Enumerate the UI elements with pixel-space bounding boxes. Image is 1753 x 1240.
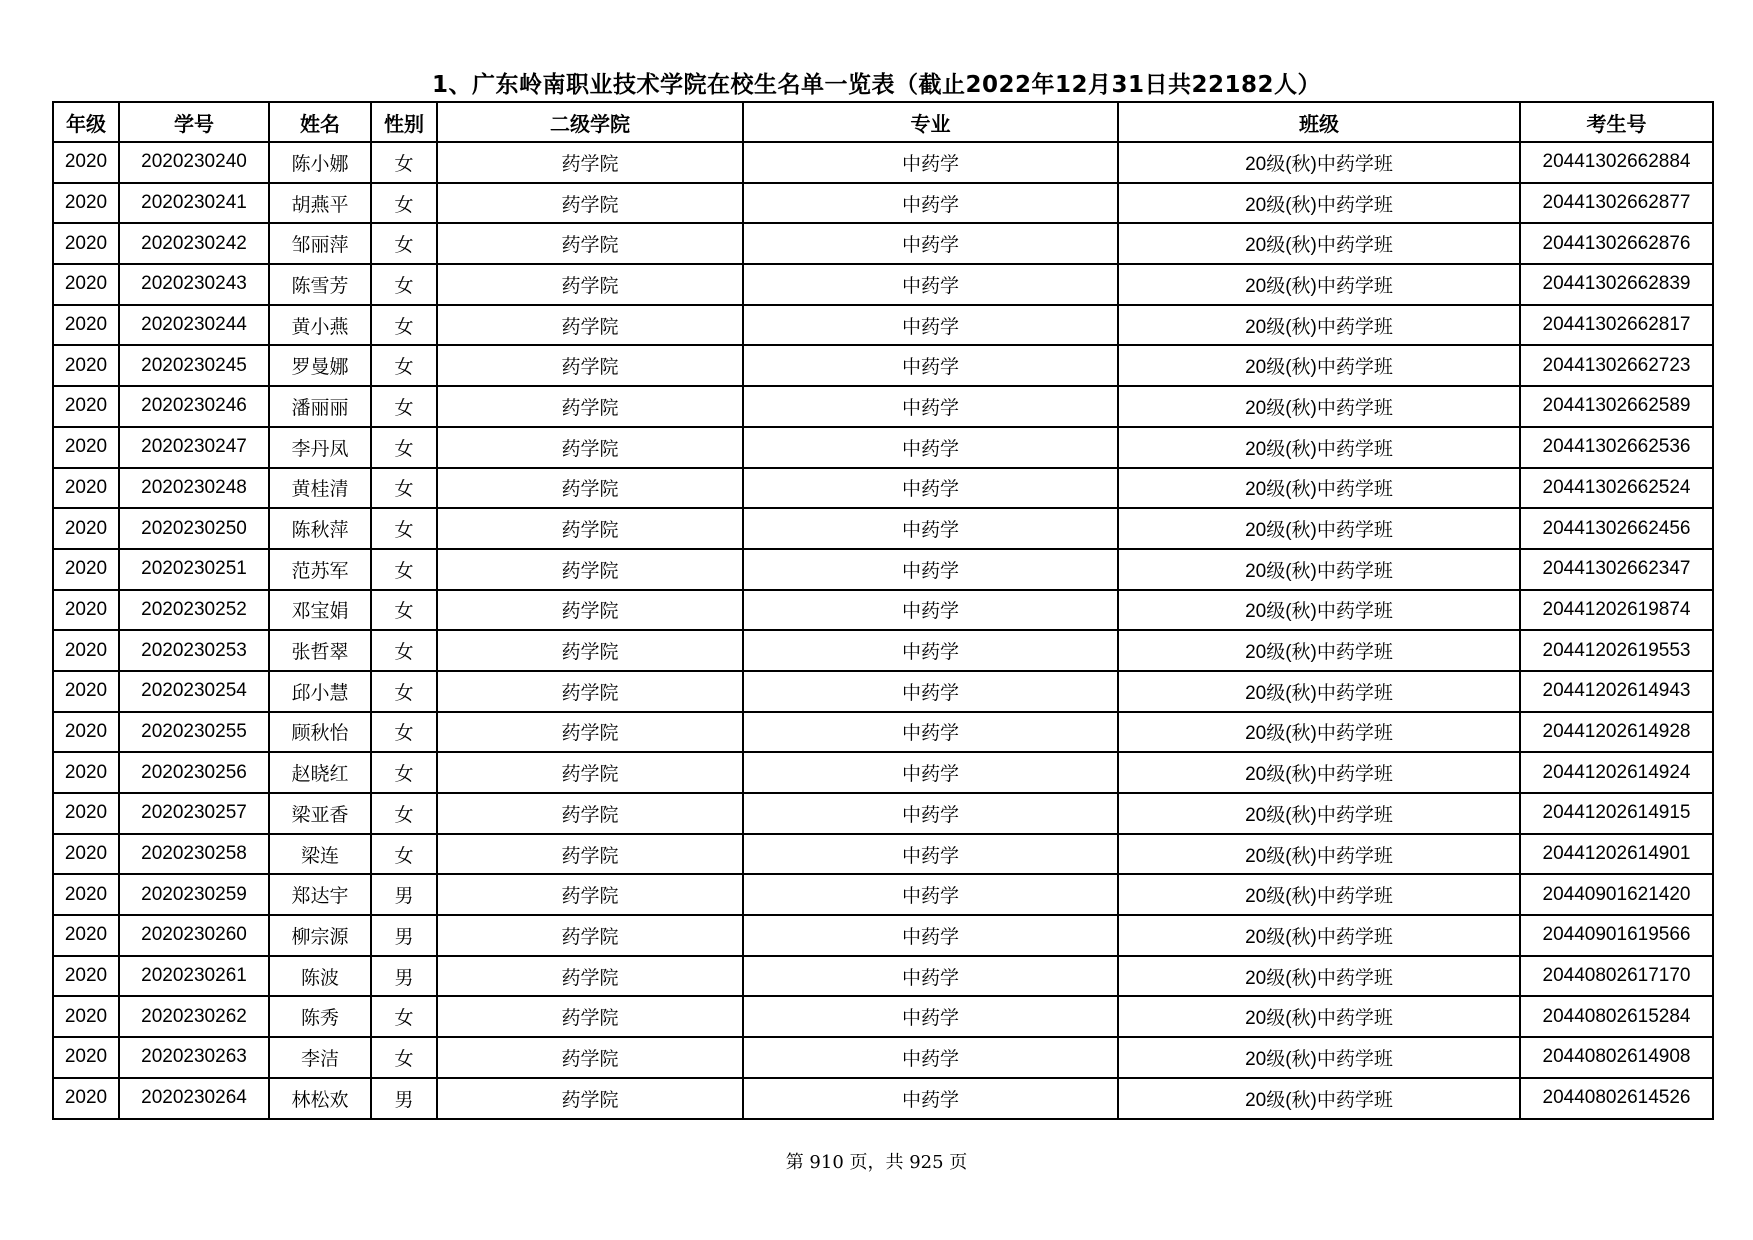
grade-cell: 2020	[53, 1037, 119, 1078]
grade-cell: 2020	[53, 264, 119, 305]
exam-number-cell: 20441302662723	[1520, 345, 1713, 386]
name-cell: 陈秋萍	[269, 508, 371, 549]
exam-number-cell: 20441302662536	[1520, 427, 1713, 468]
college-cell: 药学院	[437, 752, 743, 793]
grade-cell: 2020	[53, 712, 119, 753]
table-row	[53, 1078, 1713, 1119]
exam-number-cell: 20441302662524	[1520, 468, 1713, 509]
college-cell: 药学院	[437, 956, 743, 997]
name-cell: 梁连	[269, 834, 371, 875]
exam-number-cell: 20440901619566	[1520, 915, 1713, 956]
major-cell: 中药学	[743, 468, 1118, 509]
college-cell: 药学院	[437, 996, 743, 1037]
table-row	[53, 183, 1713, 224]
college-cell: 药学院	[437, 834, 743, 875]
major-cell: 中药学	[743, 223, 1118, 264]
grade-cell: 2020	[53, 996, 119, 1037]
grade-cell: 2020	[53, 142, 119, 183]
exam-number-cell: 20441202614915	[1520, 793, 1713, 834]
name-cell: 郑达宇	[269, 874, 371, 915]
college-cell: 药学院	[437, 549, 743, 590]
table-row	[53, 834, 1713, 875]
name-cell: 邓宝娟	[269, 590, 371, 631]
gender-cell: 女	[371, 793, 437, 834]
name-cell: 赵晓红	[269, 752, 371, 793]
table-row	[53, 264, 1713, 305]
major-cell: 中药学	[743, 671, 1118, 712]
grade-cell: 2020	[53, 874, 119, 915]
college-cell: 药学院	[437, 305, 743, 346]
class-cell: 20级(秋)中药学班	[1118, 712, 1520, 753]
gender-cell: 女	[371, 264, 437, 305]
class-cell: 20级(秋)中药学班	[1118, 915, 1520, 956]
column-header-name: 姓名	[269, 102, 371, 142]
college-cell: 药学院	[437, 345, 743, 386]
table-row	[53, 874, 1713, 915]
gender-cell: 女	[371, 223, 437, 264]
class-cell: 20级(秋)中药学班	[1118, 345, 1520, 386]
table-row	[53, 223, 1713, 264]
exam-number-cell: 20441302662839	[1520, 264, 1713, 305]
exam-number-cell: 20441202614901	[1520, 834, 1713, 875]
grade-cell: 2020	[53, 590, 119, 631]
table-row	[53, 468, 1713, 509]
college-cell: 药学院	[437, 630, 743, 671]
major-cell: 中药学	[743, 590, 1118, 631]
gender-cell: 女	[371, 712, 437, 753]
gender-cell: 女	[371, 1037, 437, 1078]
major-cell: 中药学	[743, 427, 1118, 468]
table-row	[53, 956, 1713, 997]
column-header-gender: 性别	[371, 102, 437, 142]
college-cell: 药学院	[437, 264, 743, 305]
gender-cell: 女	[371, 427, 437, 468]
major-cell: 中药学	[743, 345, 1118, 386]
exam-number-cell: 20440802615284	[1520, 996, 1713, 1037]
gender-cell: 女	[371, 590, 437, 631]
class-cell: 20级(秋)中药学班	[1118, 630, 1520, 671]
major-cell: 中药学	[743, 712, 1118, 753]
table-body	[53, 142, 1713, 1119]
exam-number-cell: 20441202614924	[1520, 752, 1713, 793]
gender-cell: 男	[371, 874, 437, 915]
exam-number-cell: 20441202619553	[1520, 630, 1713, 671]
college-cell: 药学院	[437, 427, 743, 468]
college-cell: 药学院	[437, 508, 743, 549]
table-row	[53, 345, 1713, 386]
college-cell: 药学院	[437, 468, 743, 509]
major-cell: 中药学	[743, 183, 1118, 224]
class-cell: 20级(秋)中药学班	[1118, 956, 1520, 997]
major-cell: 中药学	[743, 1078, 1118, 1119]
class-cell: 20级(秋)中药学班	[1118, 183, 1520, 224]
gender-cell: 女	[371, 630, 437, 671]
grade-cell: 2020	[53, 630, 119, 671]
college-cell: 药学院	[437, 712, 743, 753]
student-id-cell: 2020230244	[119, 305, 269, 346]
grade-cell: 2020	[53, 671, 119, 712]
student-id-cell: 2020230263	[119, 1037, 269, 1078]
major-cell: 中药学	[743, 549, 1118, 590]
table-row	[53, 427, 1713, 468]
class-cell: 20级(秋)中药学班	[1118, 386, 1520, 427]
class-cell: 20级(秋)中药学班	[1118, 793, 1520, 834]
grade-cell: 2020	[53, 834, 119, 875]
exam-number-cell: 20441202614943	[1520, 671, 1713, 712]
grade-cell: 2020	[53, 427, 119, 468]
table-row	[53, 671, 1713, 712]
grade-cell: 2020	[53, 1078, 119, 1119]
gender-cell: 女	[371, 752, 437, 793]
name-cell: 范苏军	[269, 549, 371, 590]
major-cell: 中药学	[743, 630, 1118, 671]
major-cell: 中药学	[743, 915, 1118, 956]
table-row	[53, 1037, 1713, 1078]
exam-number-cell: 20441302662876	[1520, 223, 1713, 264]
college-cell: 药学院	[437, 183, 743, 224]
gender-cell: 女	[371, 549, 437, 590]
class-cell: 20级(秋)中药学班	[1118, 752, 1520, 793]
student-id-cell: 2020230243	[119, 264, 269, 305]
gender-cell: 女	[371, 142, 437, 183]
table-row	[53, 142, 1713, 183]
exam-number-cell: 20440901621420	[1520, 874, 1713, 915]
exam-number-cell: 20440802617170	[1520, 956, 1713, 997]
table-row	[53, 305, 1713, 346]
student-id-cell: 2020230250	[119, 508, 269, 549]
major-cell: 中药学	[743, 508, 1118, 549]
exam-number-cell: 20441302662884	[1520, 142, 1713, 183]
student-id-cell: 2020230246	[119, 386, 269, 427]
name-cell: 张哲翠	[269, 630, 371, 671]
name-cell: 陈波	[269, 956, 371, 997]
name-cell: 陈雪芳	[269, 264, 371, 305]
table-row	[53, 508, 1713, 549]
major-cell: 中药学	[743, 264, 1118, 305]
name-cell: 陈小娜	[269, 142, 371, 183]
student-id-cell: 2020230254	[119, 671, 269, 712]
name-cell: 顾秋怡	[269, 712, 371, 753]
student-id-cell: 2020230253	[119, 630, 269, 671]
major-cell: 中药学	[743, 834, 1118, 875]
grade-cell: 2020	[53, 468, 119, 509]
exam-number-cell: 20441202614928	[1520, 712, 1713, 753]
table-row	[53, 996, 1713, 1037]
college-cell: 药学院	[437, 915, 743, 956]
grade-cell: 2020	[53, 345, 119, 386]
major-cell: 中药学	[743, 386, 1118, 427]
grade-cell: 2020	[53, 793, 119, 834]
page-title: 1、广东岭南职业技术学院在校生名单一览表（截止2022年12月31日共22182人）	[431, 72, 1322, 98]
exam-number-cell: 20441202619874	[1520, 590, 1713, 631]
exam-number-cell: 20440802614908	[1520, 1037, 1713, 1078]
student-id-cell: 2020230260	[119, 915, 269, 956]
college-cell: 药学院	[437, 590, 743, 631]
table-row	[53, 630, 1713, 671]
gender-cell: 女	[371, 468, 437, 509]
grade-cell: 2020	[53, 508, 119, 549]
exam-number-cell: 20441302662817	[1520, 305, 1713, 346]
column-header-class: 班级	[1118, 102, 1520, 142]
college-cell: 药学院	[437, 793, 743, 834]
student-id-cell: 2020230245	[119, 345, 269, 386]
table-row	[53, 590, 1713, 631]
name-cell: 柳宗源	[269, 915, 371, 956]
college-cell: 药学院	[437, 1037, 743, 1078]
name-cell: 林松欢	[269, 1078, 371, 1119]
table-row	[53, 793, 1713, 834]
class-cell: 20级(秋)中药学班	[1118, 1078, 1520, 1119]
class-cell: 20级(秋)中药学班	[1118, 142, 1520, 183]
student-id-cell: 2020230261	[119, 956, 269, 997]
student-id-cell: 2020230262	[119, 996, 269, 1037]
college-cell: 药学院	[437, 671, 743, 712]
column-header-major: 专业	[743, 102, 1118, 142]
name-cell: 胡燕平	[269, 183, 371, 224]
gender-cell: 女	[371, 345, 437, 386]
table-row	[53, 915, 1713, 956]
name-cell: 罗曼娜	[269, 345, 371, 386]
column-header-student-id: 学号	[119, 102, 269, 142]
student-id-cell: 2020230251	[119, 549, 269, 590]
student-id-cell: 2020230252	[119, 590, 269, 631]
student-roster-table	[52, 101, 1714, 1120]
exam-number-cell: 20441302662456	[1520, 508, 1713, 549]
major-cell: 中药学	[743, 142, 1118, 183]
major-cell: 中药学	[743, 956, 1118, 997]
student-id-cell: 2020230240	[119, 142, 269, 183]
class-cell: 20级(秋)中药学班	[1118, 1037, 1520, 1078]
class-cell: 20级(秋)中药学班	[1118, 223, 1520, 264]
class-cell: 20级(秋)中药学班	[1118, 590, 1520, 631]
name-cell: 邹丽萍	[269, 223, 371, 264]
major-cell: 中药学	[743, 305, 1118, 346]
gender-cell: 男	[371, 1078, 437, 1119]
grade-cell: 2020	[53, 956, 119, 997]
exam-number-cell: 20440802614526	[1520, 1078, 1713, 1119]
class-cell: 20级(秋)中药学班	[1118, 468, 1520, 509]
name-cell: 邱小慧	[269, 671, 371, 712]
major-cell: 中药学	[743, 996, 1118, 1037]
college-cell: 药学院	[437, 1078, 743, 1119]
grade-cell: 2020	[53, 386, 119, 427]
college-cell: 药学院	[437, 223, 743, 264]
student-id-cell: 2020230255	[119, 712, 269, 753]
table-row	[53, 712, 1713, 753]
major-cell: 中药学	[743, 874, 1118, 915]
student-id-cell: 2020230242	[119, 223, 269, 264]
gender-cell: 女	[371, 996, 437, 1037]
name-cell: 李丹凤	[269, 427, 371, 468]
college-cell: 药学院	[437, 386, 743, 427]
class-cell: 20级(秋)中药学班	[1118, 834, 1520, 875]
gender-cell: 男	[371, 915, 437, 956]
student-id-cell: 2020230256	[119, 752, 269, 793]
major-cell: 中药学	[743, 752, 1118, 793]
name-cell: 黄小燕	[269, 305, 371, 346]
column-header-grade: 年级	[53, 102, 119, 142]
gender-cell: 女	[371, 508, 437, 549]
class-cell: 20级(秋)中药学班	[1118, 305, 1520, 346]
class-cell: 20级(秋)中药学班	[1118, 549, 1520, 590]
exam-number-cell: 20441302662877	[1520, 183, 1713, 224]
gender-cell: 男	[371, 956, 437, 997]
name-cell: 陈秀	[269, 996, 371, 1037]
major-cell: 中药学	[743, 793, 1118, 834]
name-cell: 黄桂清	[269, 468, 371, 509]
gender-cell: 女	[371, 834, 437, 875]
student-id-cell: 2020230257	[119, 793, 269, 834]
name-cell: 潘丽丽	[269, 386, 371, 427]
gender-cell: 女	[371, 671, 437, 712]
class-cell: 20级(秋)中药学班	[1118, 671, 1520, 712]
class-cell: 20级(秋)中药学班	[1118, 508, 1520, 549]
table-row	[53, 386, 1713, 427]
name-cell: 李洁	[269, 1037, 371, 1078]
grade-cell: 2020	[53, 752, 119, 793]
student-id-cell: 2020230248	[119, 468, 269, 509]
student-id-cell: 2020230241	[119, 183, 269, 224]
student-id-cell: 2020230258	[119, 834, 269, 875]
gender-cell: 女	[371, 305, 437, 346]
name-cell: 梁亚香	[269, 793, 371, 834]
page-footer: 第 910 页，共 925 页	[785, 1152, 968, 1173]
column-header-college: 二级学院	[437, 102, 743, 142]
class-cell: 20级(秋)中药学班	[1118, 264, 1520, 305]
table-header-row	[53, 102, 1713, 142]
grade-cell: 2020	[53, 915, 119, 956]
exam-number-cell: 20441302662347	[1520, 549, 1713, 590]
grade-cell: 2020	[53, 549, 119, 590]
class-cell: 20级(秋)中药学班	[1118, 996, 1520, 1037]
student-id-cell: 2020230264	[119, 1078, 269, 1119]
gender-cell: 女	[371, 183, 437, 224]
grade-cell: 2020	[53, 305, 119, 346]
class-cell: 20级(秋)中药学班	[1118, 874, 1520, 915]
college-cell: 药学院	[437, 874, 743, 915]
major-cell: 中药学	[743, 1037, 1118, 1078]
class-cell: 20级(秋)中药学班	[1118, 427, 1520, 468]
student-id-cell: 2020230247	[119, 427, 269, 468]
table-row	[53, 752, 1713, 793]
gender-cell: 女	[371, 386, 437, 427]
college-cell: 药学院	[437, 142, 743, 183]
exam-number-cell: 20441302662589	[1520, 386, 1713, 427]
column-header-exam-number: 考生号	[1520, 102, 1713, 142]
student-id-cell: 2020230259	[119, 874, 269, 915]
grade-cell: 2020	[53, 223, 119, 264]
table-row	[53, 549, 1713, 590]
grade-cell: 2020	[53, 183, 119, 224]
